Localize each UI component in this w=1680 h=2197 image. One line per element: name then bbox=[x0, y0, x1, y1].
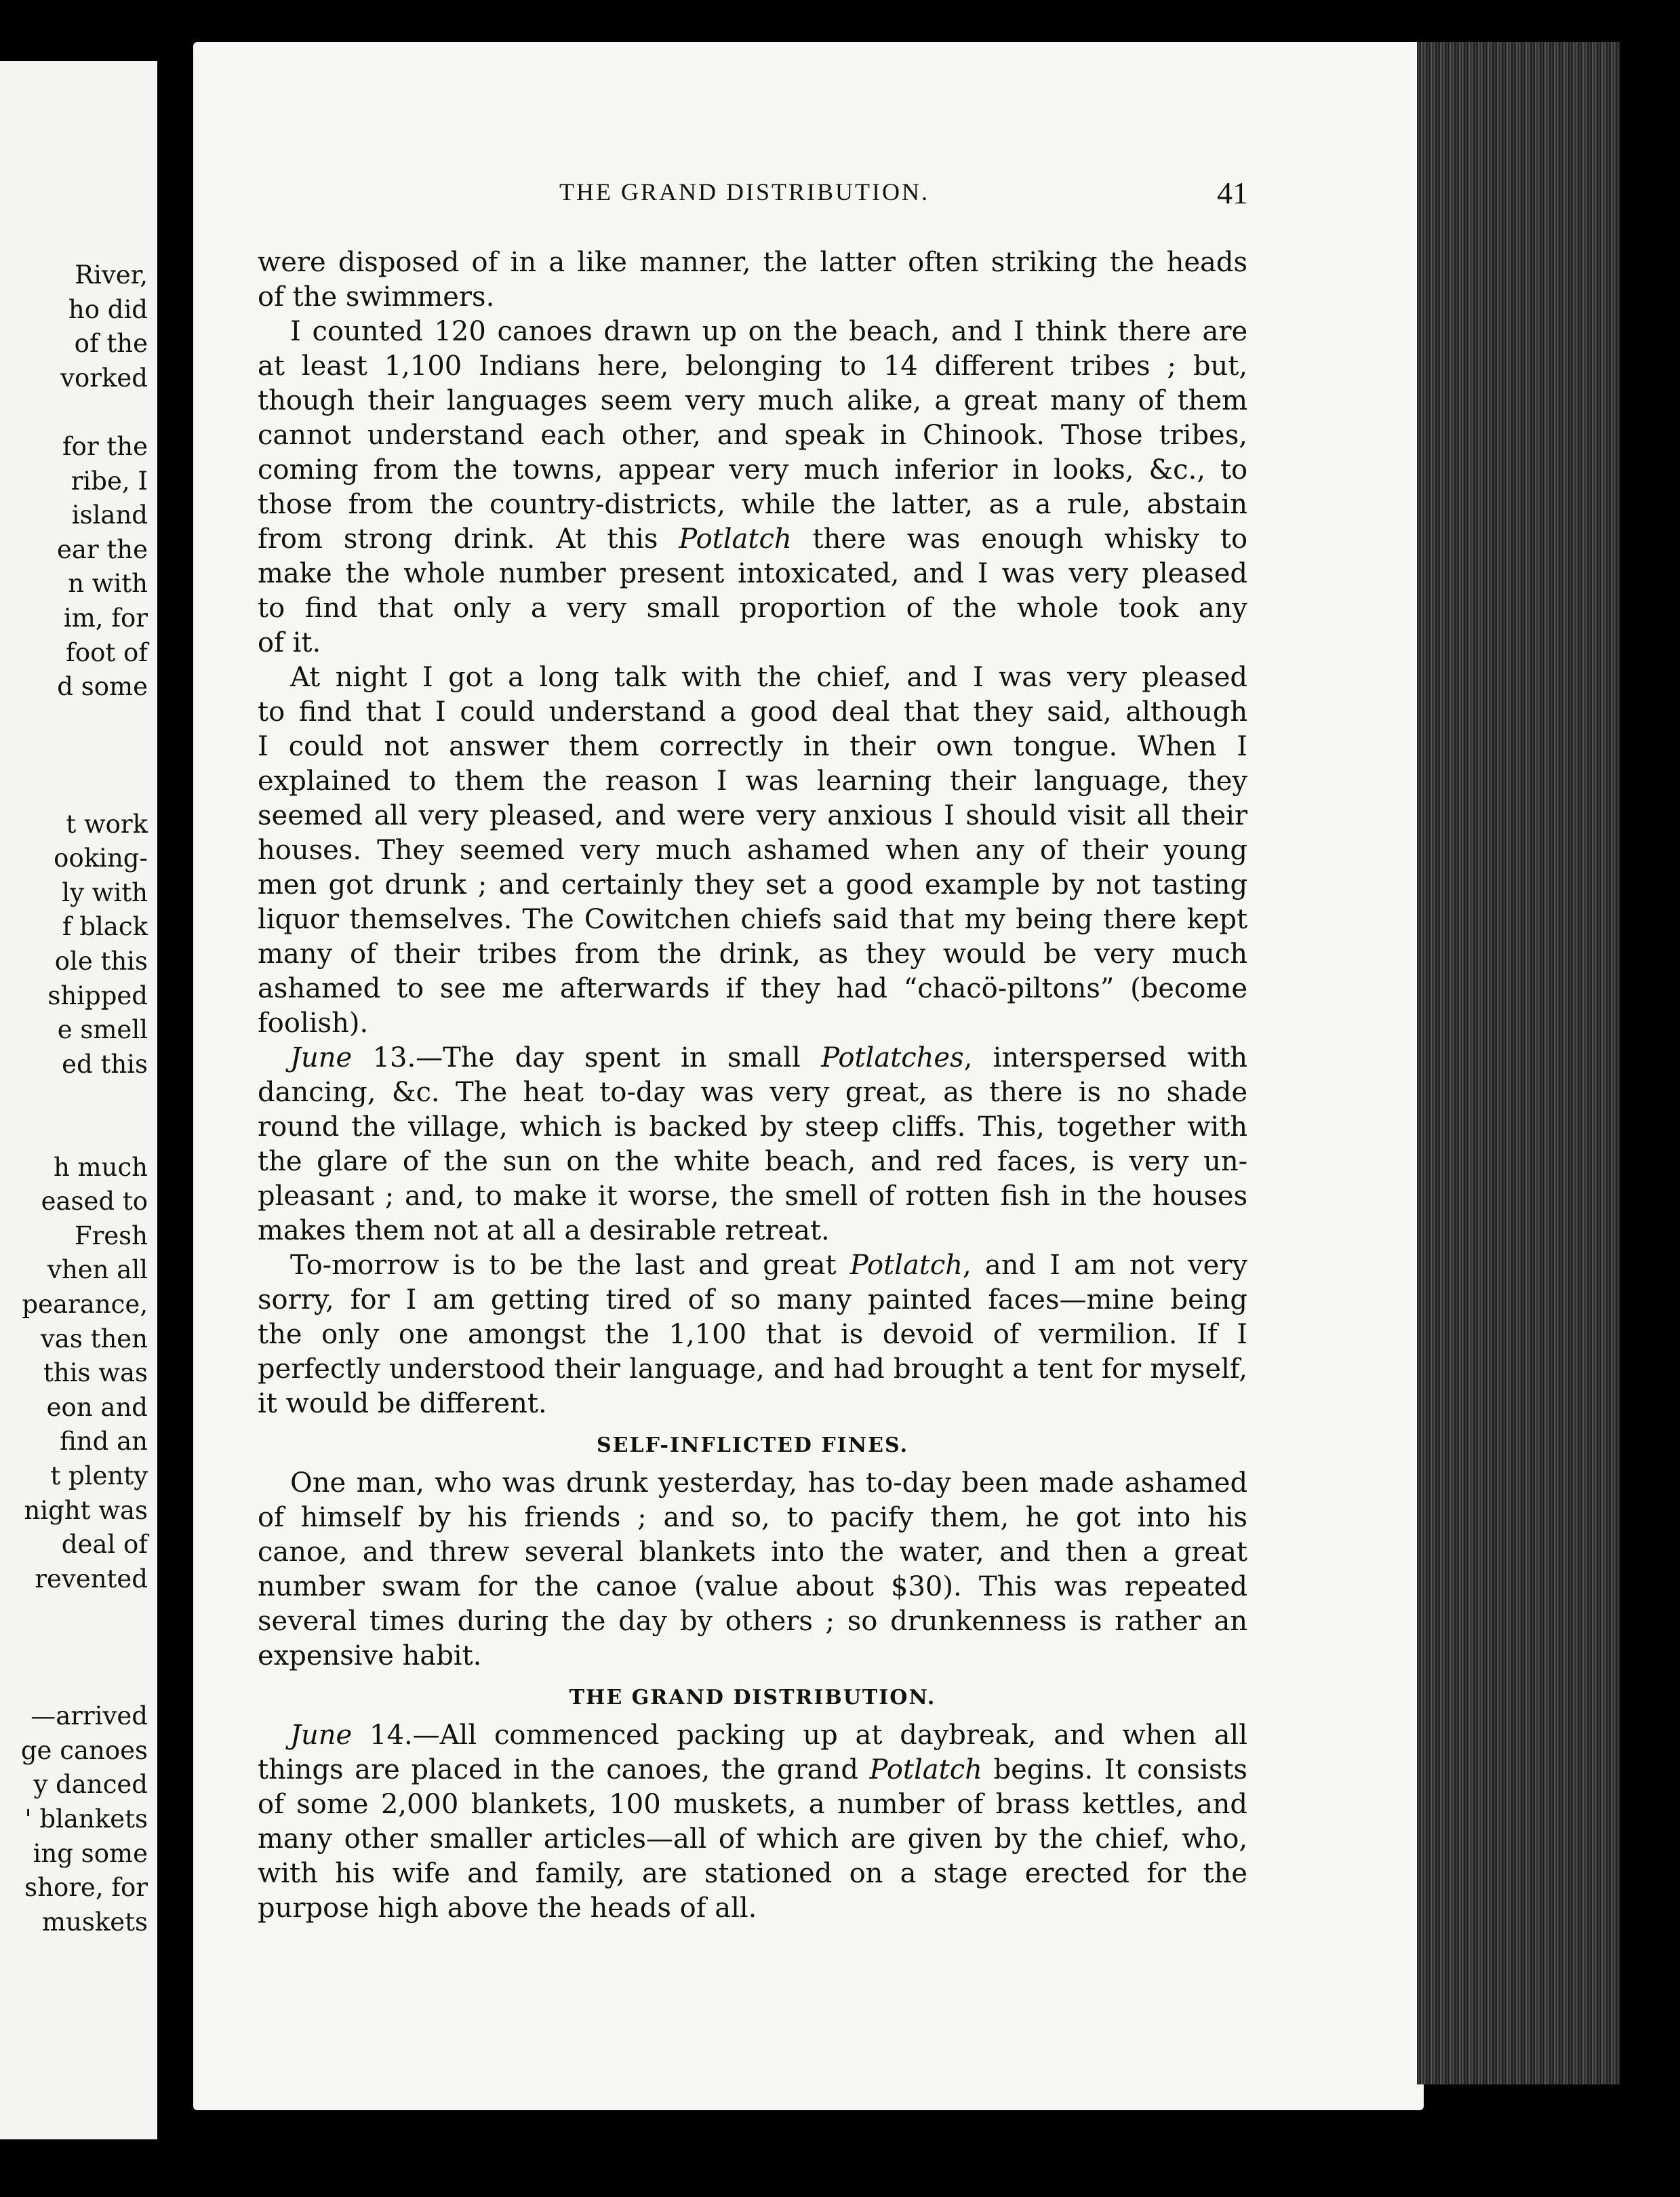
text-line: of some 2,000 blankets, 100 muskets, a number of brass kettles, and bbox=[258, 1789, 1248, 1820]
text-line: many of their tribes from the drink, as they would be very much bbox=[258, 938, 1247, 970]
left-page-line: d some bbox=[57, 672, 148, 702]
left-page-line: Fresh bbox=[74, 1221, 148, 1250]
left-facing-page bbox=[0, 61, 157, 2139]
page-number: 41 bbox=[1217, 176, 1248, 210]
text-line: the glare of the sun on the white beach, and red faces, is very un- bbox=[258, 1146, 1248, 1177]
text-line: houses. They seemed very much ashamed when any of their young bbox=[258, 835, 1247, 866]
text-line: from strong drink. At this Potlatch there was enough whisky to bbox=[258, 523, 1248, 555]
text-line: several times during the day by others ; so drunkenness is rather an bbox=[258, 1606, 1248, 1637]
text-line: I counted 120 canoes drawn up on the beach, and I think there are bbox=[290, 316, 1248, 347]
text-line: pleasant ; and, to make it worse, the smell of rotten fish in the houses bbox=[258, 1181, 1248, 1212]
left-page-line: —arrived bbox=[31, 1701, 148, 1731]
text-line: makes them not at all a desirable retreat. bbox=[258, 1215, 830, 1246]
left-page-line: island bbox=[71, 500, 148, 530]
left-page-line: night was bbox=[24, 1495, 148, 1525]
text-line: ashamed to see me afterwards if they had “chacö-piltons” (become bbox=[258, 973, 1248, 1004]
section-heading-distribution: THE GRAND DISTRIBUTION. bbox=[569, 1686, 936, 1709]
left-page-line: vhen all bbox=[47, 1255, 148, 1285]
text-line: round the village, which is backed by steep cliffs. This, together with bbox=[258, 1111, 1248, 1143]
page-edges bbox=[1417, 42, 1620, 2084]
text-line: One man, who was drunk yesterday, has to-day been made ashamed bbox=[290, 1467, 1248, 1499]
text-line: To-morrow is to be the last and great Potlatch, and I am not very bbox=[290, 1250, 1248, 1281]
text-line: to find that I could understand a good deal that they said, although bbox=[258, 696, 1248, 728]
text-line: At night I got a long talk with the chief, and I was very pleased bbox=[290, 662, 1248, 693]
left-page-line: deal of bbox=[61, 1530, 148, 1560]
distribution-paragraph bbox=[258, 1718, 1247, 1926]
left-page-line: find an bbox=[60, 1427, 148, 1457]
text-line: though their languages seem very much alike, a great many of them bbox=[258, 385, 1248, 416]
left-page-line: revented bbox=[35, 1564, 148, 1594]
fines-paragraph bbox=[258, 1466, 1247, 1674]
text-line: seemed all very pleased, and were very anxious I should visit all their bbox=[258, 800, 1248, 831]
left-page-line: ed this bbox=[62, 1049, 148, 1079]
left-page-line: e smell bbox=[57, 1015, 148, 1045]
text-line: of the swimmers. bbox=[258, 281, 495, 313]
left-page-line: t work bbox=[66, 809, 148, 839]
text-line: June 13.—The day spent in small Potlatches, interspersed with bbox=[290, 1042, 1248, 1073]
text-line: expensive habit. bbox=[258, 1640, 482, 1671]
left-page-line: shore, for bbox=[24, 1873, 148, 1903]
left-page-line: of the bbox=[74, 329, 148, 359]
text-line: purpose high above the heads of all. bbox=[258, 1893, 757, 1924]
text-line: explained to them the reason I was learning their language, they bbox=[258, 766, 1247, 797]
text-line: of it. bbox=[258, 627, 321, 658]
left-page-line: ing some bbox=[33, 1838, 148, 1868]
left-page-line: ' blankets bbox=[24, 1804, 148, 1834]
text-line: with his wife and family, are stationed on a stage erected for the bbox=[258, 1858, 1247, 1889]
left-page-line: eon and bbox=[46, 1392, 148, 1422]
section-heading-fines: SELF-INFLICTED FINES. bbox=[596, 1433, 909, 1457]
text-line: it would be different. bbox=[258, 1388, 547, 1419]
left-page-line: pearance, bbox=[22, 1290, 148, 1319]
left-page-line: ho did bbox=[68, 294, 148, 324]
left-page-line: this was bbox=[43, 1358, 148, 1388]
left-page-line: vas then bbox=[40, 1324, 148, 1353]
main-paragraphs bbox=[258, 245, 1247, 1421]
left-page-line: im, for bbox=[63, 603, 148, 633]
text-line: of himself by his friends ; and so, to pacify them, he got into his bbox=[258, 1502, 1248, 1533]
left-page-line: vorked bbox=[60, 363, 148, 393]
text-line: I could not answer them correctly in their own tongue. When I bbox=[258, 731, 1248, 762]
left-page-line: h much bbox=[53, 1152, 148, 1182]
left-page-line: foot of bbox=[66, 637, 148, 667]
text-line: were disposed of in a like manner, the latter often striking the heads bbox=[258, 247, 1247, 278]
left-page-line: ear the bbox=[57, 534, 148, 564]
left-page-line: eased to bbox=[41, 1187, 148, 1216]
left-page-line: ooking- bbox=[54, 844, 148, 873]
text-line: the only one amongst the 1,100 that is devoid of vermilion. If I bbox=[258, 1319, 1248, 1350]
text-line: cannot understand each other, and speak in Chinook. Those tribes, bbox=[258, 420, 1247, 451]
text-line: make the whole number present intoxicated, and I was very pleased bbox=[258, 558, 1247, 589]
text-line: liquor themselves. The Cowitchen chiefs said that my being there kept bbox=[258, 904, 1248, 935]
left-page-line: shipped bbox=[47, 981, 148, 1010]
left-page-line: ribe, I bbox=[71, 466, 148, 496]
text-line: foolish). bbox=[258, 1008, 369, 1039]
left-page-line: for the bbox=[62, 432, 148, 461]
text-line: June 14.—All commenced packing up at daybreak, and when all bbox=[290, 1720, 1248, 1751]
left-page-line: n with bbox=[68, 569, 148, 599]
text-line: to find that only a very small proportion of the whole took any bbox=[258, 593, 1247, 624]
text-line: many other smaller articles—all of which are given by the chief, who, bbox=[258, 1823, 1248, 1855]
text-line: perfectly understood their language, and had brought a tent for myself, bbox=[258, 1353, 1247, 1385]
left-page-line: f black bbox=[62, 912, 148, 942]
left-page-line: River, bbox=[75, 260, 148, 290]
left-page-line: t plenty bbox=[50, 1461, 148, 1490]
text-line: coming from the towns, appear very much inferior in looks, &c., to bbox=[258, 454, 1248, 486]
text-line: canoe, and threw several blankets into the water, and then a great bbox=[258, 1537, 1248, 1568]
running-head: THE GRAND DISTRIBUTION. bbox=[559, 178, 929, 205]
left-page-line: ly with bbox=[62, 877, 148, 907]
text-line: things are placed in the canoes, the grand Potlatch begins. It consists bbox=[258, 1754, 1247, 1785]
text-line: number swam for the canoe (value about $30). This was repeated bbox=[258, 1571, 1248, 1602]
left-page-line: ole this bbox=[54, 947, 148, 976]
left-page-line: ge canoes bbox=[20, 1735, 148, 1765]
left-page-line: y danced bbox=[33, 1770, 148, 1800]
text-line: sorry, for I am getting tired of so many painted faces—mine being bbox=[258, 1284, 1247, 1315]
left-page-line: muskets bbox=[41, 1907, 148, 1937]
body-text bbox=[258, 245, 1247, 1926]
text-line: those from the country-districts, while the latter, as a rule, abstain bbox=[258, 489, 1247, 520]
text-line: men got drunk ; and certainly they set a good example by not tasting bbox=[258, 869, 1248, 900]
text-line: dancing, &c. The heat to-day was very great, as there is no shade bbox=[258, 1077, 1248, 1108]
text-line: at least 1,100 Indians here, belonging to 14 different tribes ; but, bbox=[258, 351, 1248, 382]
